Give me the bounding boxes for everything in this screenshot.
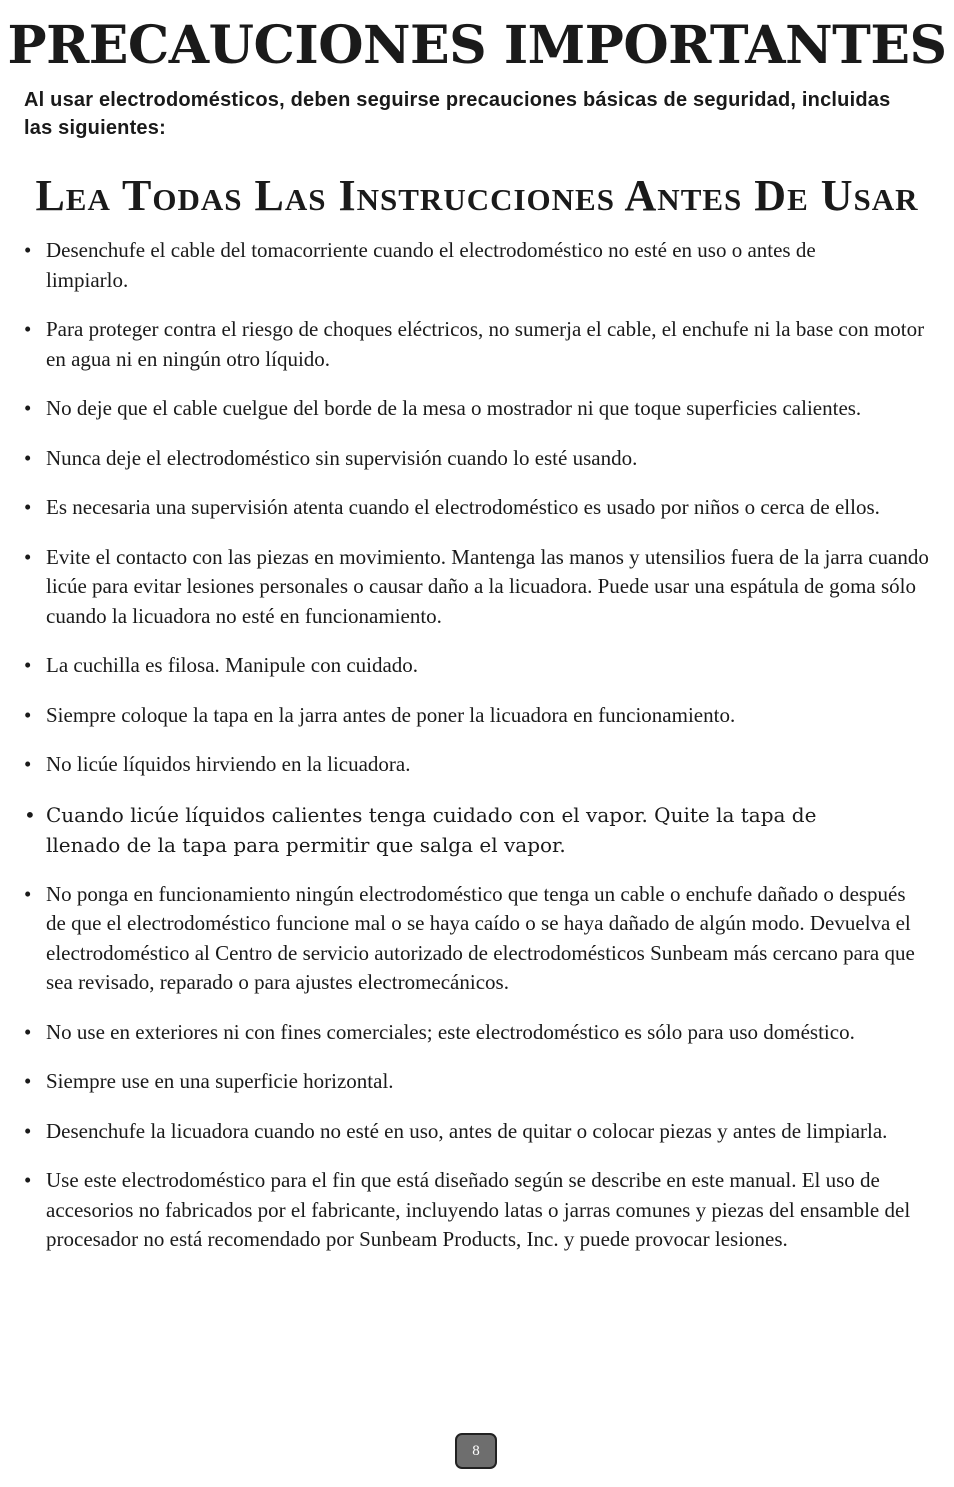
- list-item-text: Desenchufe el cable del tomacorriente cuando el electrodoméstico no esté en uso o antes de limpiarlo.: [46, 238, 816, 292]
- bullet-icon: •: [24, 1168, 32, 1192]
- list-item-text: Siempre use en una superficie horizontal.: [46, 1069, 394, 1093]
- precautions-list: [24, 236, 930, 1275]
- list-item-text: La cuchilla es filosa. Manipule con cuidado.: [46, 653, 419, 677]
- list-item-text: Evite el contacto con las piezas en movimiento. Mantenga las manos y utensilios fuera de la jarra cuando licúe para evitar lesiones personales o causar daño a la licuadora. Puede usar una espátula de goma sólo cuando la licuadora no esté en funcionamiento.: [46, 544, 929, 628]
- list-item: [24, 880, 930, 998]
- bullet-icon: •: [24, 317, 32, 341]
- list-item-text: No use en exteriores ni con fines comerciales; este electrodoméstico es sólo para uso doméstico.: [46, 1019, 855, 1044]
- list-item: [24, 444, 930, 474]
- list-item: [24, 236, 846, 295]
- bullet-icon: •: [24, 653, 32, 677]
- bullet-icon: •: [24, 445, 32, 470]
- bullet-icon: •: [24, 1118, 32, 1143]
- bullet-icon: •: [24, 802, 36, 827]
- bullet-icon: •: [24, 702, 32, 727]
- list-item: [24, 394, 930, 424]
- list-item: [24, 543, 930, 632]
- list-item: [24, 701, 930, 731]
- bullet-icon: •: [24, 396, 32, 420]
- list-item-text: Para proteger contra el riesgo de choques eléctricos, no sumerja el cable, el enchufe ni la base con motor en agua ni en ningún otro líquido.: [46, 317, 925, 371]
- bullet-icon: •: [24, 1019, 32, 1044]
- bullet-icon: •: [24, 752, 32, 776]
- bullet-icon: •: [24, 495, 32, 519]
- list-item: [24, 493, 930, 523]
- list-item-text: Use este electrodoméstico para el fin que está diseñado según se describe en este manual. El uso de accesorios no fabricados por el fabricante, incluyendo latas o jarras comunes y piezas del ensamble del procesador no está recomendado por Sunbeam Products, Inc. y puede provocar lesiones.: [46, 1168, 911, 1251]
- list-item: [24, 800, 846, 860]
- list-item-text: Cuando licúe líquidos calientes tenga cuidado con el vapor. Quite la tapa de llenado de la tapa para permitir que salga el vapor.: [46, 802, 817, 857]
- list-item-text: No ponga en funcionamiento ningún electrodoméstico que tenga un cable o enchufe dañado o después de que el electrodoméstico funcione mal o se haya caído o se haya dañado de algún modo. Devuelva el electrodoméstico al Centro de servicio autorizado de electrodomésticos Sunbeam más cercano para que sea revisado, reparado o para ajustes electromecánicos.: [46, 881, 915, 994]
- list-item: [24, 750, 930, 780]
- list-item-text: Es necesaria una supervisión atenta cuando el electrodoméstico es usado por niños o cerca de ellos.: [46, 495, 880, 519]
- list-item: [24, 315, 930, 374]
- bullet-icon: •: [24, 544, 32, 569]
- section-title: Lea Todas Las Instrucciones Antes De Usar: [35, 171, 919, 220]
- list-item: [24, 1067, 930, 1097]
- intro-text: Al usar electrodomésticos, deben seguirse precauciones básicas de seguridad, incluidas las siguientes:: [24, 89, 891, 139]
- list-item: [24, 1117, 930, 1147]
- list-item-text: No licúe líquidos hirviendo en la licuadora.: [46, 752, 411, 776]
- page-number-badge: 8: [455, 1433, 497, 1469]
- list-item: [24, 651, 930, 681]
- list-item: [24, 1018, 930, 1048]
- bullet-icon: •: [24, 238, 32, 262]
- bullet-icon: •: [24, 881, 32, 906]
- list-item-text: Desenchufe la licuadora cuando no esté en uso, antes de quitar o colocar piezas y antes de limpiarla.: [46, 1118, 888, 1143]
- page-title: PRECAUCIONES IMPORTANTES: [7, 15, 947, 76]
- list-item-text: No deje que el cable cuelgue del borde de la mesa o mostrador ni que toque superficies calientes.: [46, 396, 862, 420]
- list-item-text: Siempre coloque la tapa en la jarra antes de poner la licuadora en funcionamiento.: [46, 702, 736, 727]
- bullet-icon: •: [24, 1069, 32, 1093]
- list-item-text: Nunca deje el electrodoméstico sin supervisión cuando lo esté usando.: [46, 445, 638, 470]
- list-item: [24, 1166, 930, 1255]
